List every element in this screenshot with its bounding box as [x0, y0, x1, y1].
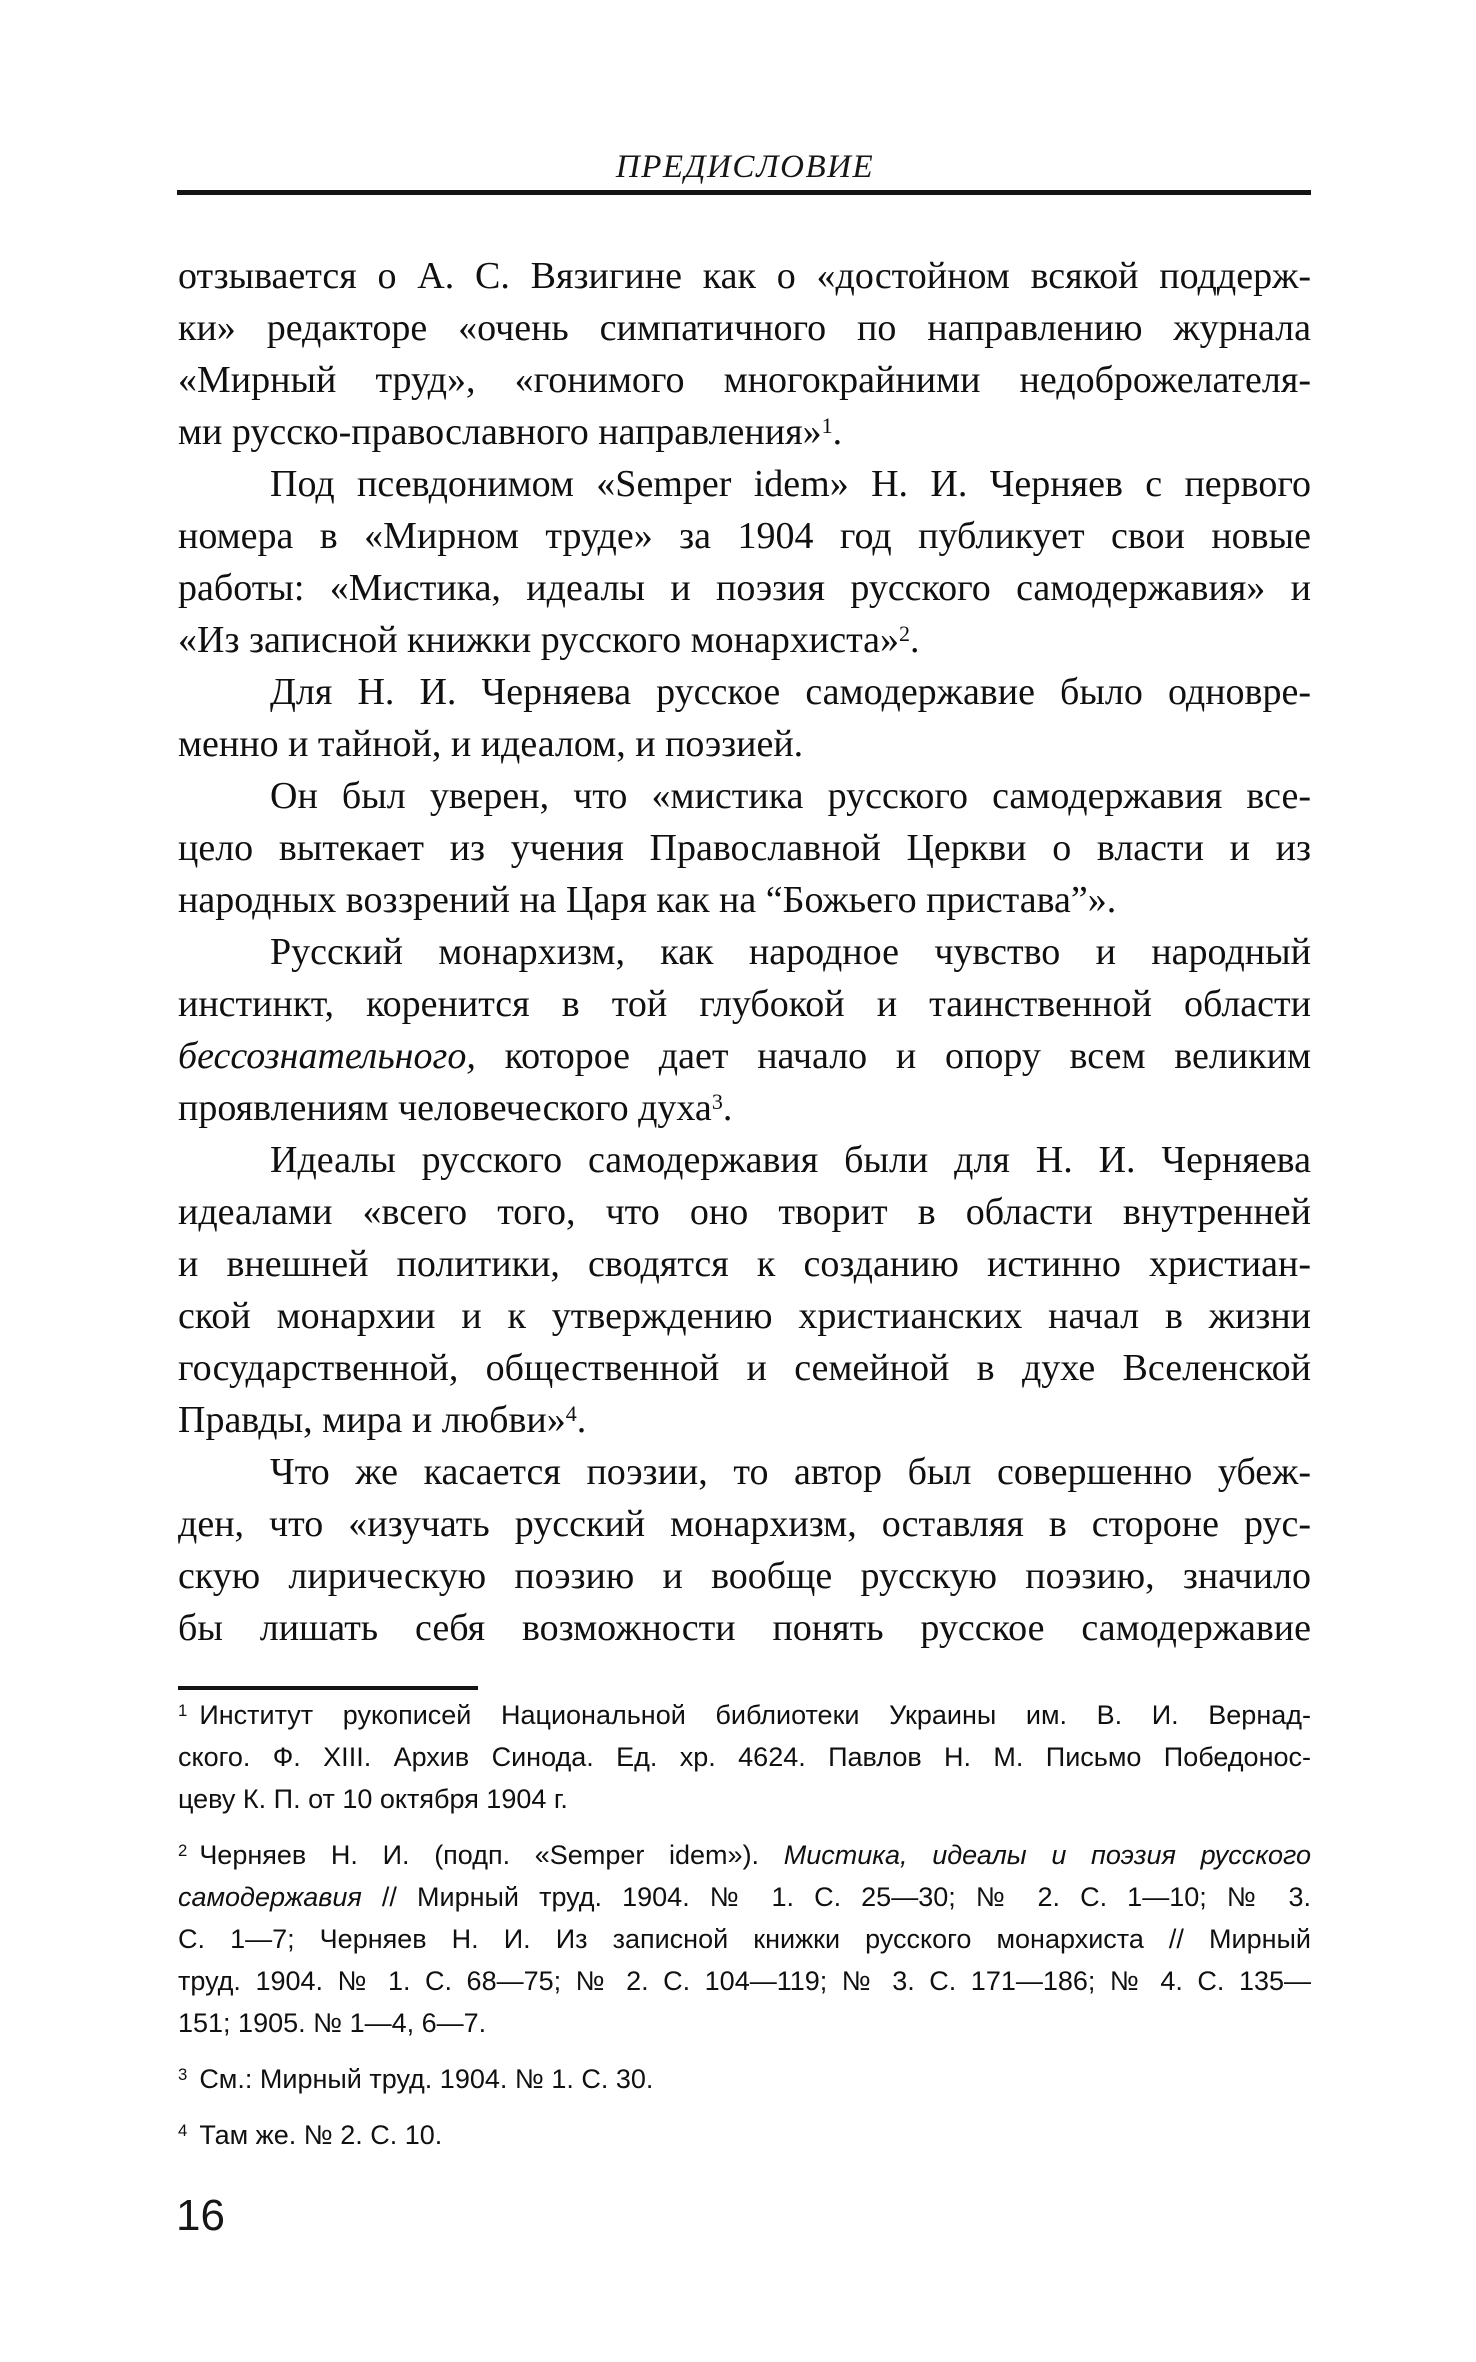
text-segment: труд. 1904. № 1. С. 68—75; № 2. С. 104—119; № 3. С. 171—186; № 4. С. 135— [178, 1966, 1311, 1996]
page-number: 16 [176, 2191, 225, 2240]
text-segment: народных воззрений на Царя как на “Божьего пристава”». [178, 879, 1117, 921]
text-segment: Он был уверен, что «мистика русского самодержавия все- [270, 775, 1311, 817]
footnote-reference: 3 [711, 1088, 723, 1114]
body-line [178, 926, 1311, 978]
body-line [178, 718, 1311, 770]
text-segment: 151; 1905. № 1—4, 6—7. [178, 2008, 487, 2038]
text-segment: цело вытекает из учения Православной Церкви о власти и из [178, 827, 1311, 869]
text-segment: Правды, мира и любви» [178, 1399, 566, 1441]
text-segment: проявлениям человеческого духа [178, 1087, 712, 1129]
footnote [178, 2114, 1311, 2156]
body-line [178, 354, 1311, 406]
text-segment: ми русско-православного направления» [178, 411, 822, 453]
text-segment: Русский монархизм, как народное чувство и народный [270, 931, 1311, 973]
header-rule [177, 190, 1311, 195]
text-segment: . [722, 1087, 733, 1129]
footnote-line [178, 1834, 1311, 1876]
text-segment: ской монархии и к утверждению христианских начал в жизни [178, 1295, 1311, 1337]
italic-text: самодержавия [178, 1882, 362, 1912]
body-line [178, 406, 1311, 458]
text-segment: См.: Мирный труд. 1904. № 1. С. 30. [199, 2064, 654, 2094]
footnote-line [178, 1778, 1311, 1820]
footnote-line [178, 2058, 1311, 2100]
body-line [178, 770, 1311, 822]
running-head-title: ПРЕДИСЛОВИЕ [615, 149, 875, 185]
body-line [178, 822, 1311, 874]
footnote-marker: 1 [178, 1700, 188, 1720]
text-segment: С. 1—7; Черняев Н. И. Из записной книжки русского монархиста // Мирный [178, 1924, 1311, 1954]
italic-text: бессознательного, [178, 1035, 476, 1077]
body-line [178, 1134, 1311, 1186]
body-line [178, 1446, 1311, 1498]
body-line [178, 978, 1311, 1030]
text-segment: «Из записной книжки русского монархиста» [178, 619, 900, 661]
footnote-line [178, 1694, 1311, 1736]
text-segment: цеву К. П. от 10 октября 1904 г. [178, 1784, 568, 1814]
text-segment: Там же. № 2. С. 10. [199, 2120, 443, 2150]
body-line [178, 458, 1311, 510]
body-line [178, 1082, 1311, 1134]
footnote-line [178, 2114, 1311, 2156]
text-segment: . [910, 619, 920, 661]
body-line [178, 1498, 1311, 1550]
body-line [178, 1030, 1311, 1082]
body-line [178, 302, 1311, 354]
text-segment: скую лирическую поэзию и вообще русскую поэзию, значило [178, 1555, 1311, 1597]
footnote-marker: 3 [178, 2064, 188, 2084]
body-line [178, 874, 1311, 926]
body-line [178, 1550, 1311, 1602]
footnote-marker: 4 [178, 2120, 188, 2140]
body-line [178, 1186, 1311, 1238]
body-line [178, 562, 1311, 614]
text-segment: Под псевдонимом «Semper idem» Н. И. Черняев с первого [270, 463, 1311, 505]
text-segment: ки» редакторе «очень симпатичного по направлению журнала [178, 307, 1311, 349]
footnote-line [178, 1876, 1311, 1918]
footnote-line [178, 1736, 1311, 1778]
body-line [178, 510, 1311, 562]
body-line [178, 250, 1311, 302]
body-text [178, 250, 1311, 1654]
text-segment: Что же касается поэзии, то автор был совершенно убеж- [270, 1451, 1311, 1493]
footnote [178, 1834, 1311, 2044]
text-segment: // Мирный труд. 1904. № 1. С. 25—30; № 2. С. 1—10; № 3. [361, 1882, 1311, 1912]
footnote-marker: 2 [178, 1840, 188, 1860]
text-segment: отзывается о А. С. Вязигине как о «достойном всякой поддерж- [178, 255, 1311, 297]
footnote-reference: 1 [821, 412, 833, 438]
text-segment: работы: «Мистика, идеалы и поэзия русского самодержавия» и [178, 567, 1311, 609]
text-segment: бы лишать себя возможности понять русское самодержавие [178, 1607, 1311, 1649]
text-segment: государственной, общественной и семейной в духе Вселенской [178, 1347, 1311, 1389]
body-line [178, 1290, 1311, 1342]
footnote-line [178, 1918, 1311, 1960]
text-segment: ден, что «изучать русский монархизм, оставляя в стороне рус- [178, 1503, 1311, 1545]
text-segment: . [832, 411, 843, 453]
body-line [178, 614, 1311, 666]
text-segment: Для Н. И. Черняева русское самодержавие было одновре- [270, 671, 1311, 713]
body-line [178, 1238, 1311, 1290]
italic-text: Мистика, идеалы и поэзия русского [783, 1840, 1311, 1870]
text-segment: ского. Ф. XIII. Архив Синода. Ед. хр. 4624. Павлов Н. М. Письмо Победонос- [178, 1742, 1311, 1772]
body-line [178, 1602, 1311, 1654]
footnotes-block [178, 1694, 1311, 2170]
text-segment: . [576, 1399, 587, 1441]
body-line [178, 1342, 1311, 1394]
footnote-line [178, 1960, 1311, 2002]
body-line [178, 666, 1311, 718]
footnote-separator-rule [178, 1686, 478, 1690]
footnote [178, 1694, 1311, 1820]
footnote-reference: 2 [899, 620, 911, 646]
text-segment: «Мирный труд», «гонимого многокрайними недоброжелателя- [178, 359, 1311, 401]
footnote-reference: 4 [565, 1400, 577, 1426]
footnote [178, 2058, 1311, 2100]
text-segment: и внешней политики, сводятся к созданию истинно христиан- [178, 1243, 1311, 1285]
body-line [178, 1394, 1311, 1446]
text-segment: Институт рукописей Национальной библиотеки Украины им. В. И. Вернад- [199, 1700, 1311, 1730]
text-segment: которое дает начало и опору всем великим [475, 1035, 1311, 1077]
text-segment: номера в «Мирном труде» за 1904 год публикует свои новые [178, 515, 1311, 557]
text-segment: Черняев Н. И. (подп. «Semper idem»). [199, 1840, 784, 1870]
text-segment: Идеалы русского самодержавия были для Н. И. Черняева [270, 1139, 1311, 1181]
footnote-line [178, 2002, 1311, 2044]
text-segment: идеалами «всего того, что оно творит в области внутренней [178, 1191, 1311, 1233]
text-segment: менно и тайной, и идеалом, и поэзией. [178, 723, 804, 765]
text-segment: инстинкт, коренится в той глубокой и таинственной области [178, 983, 1311, 1025]
